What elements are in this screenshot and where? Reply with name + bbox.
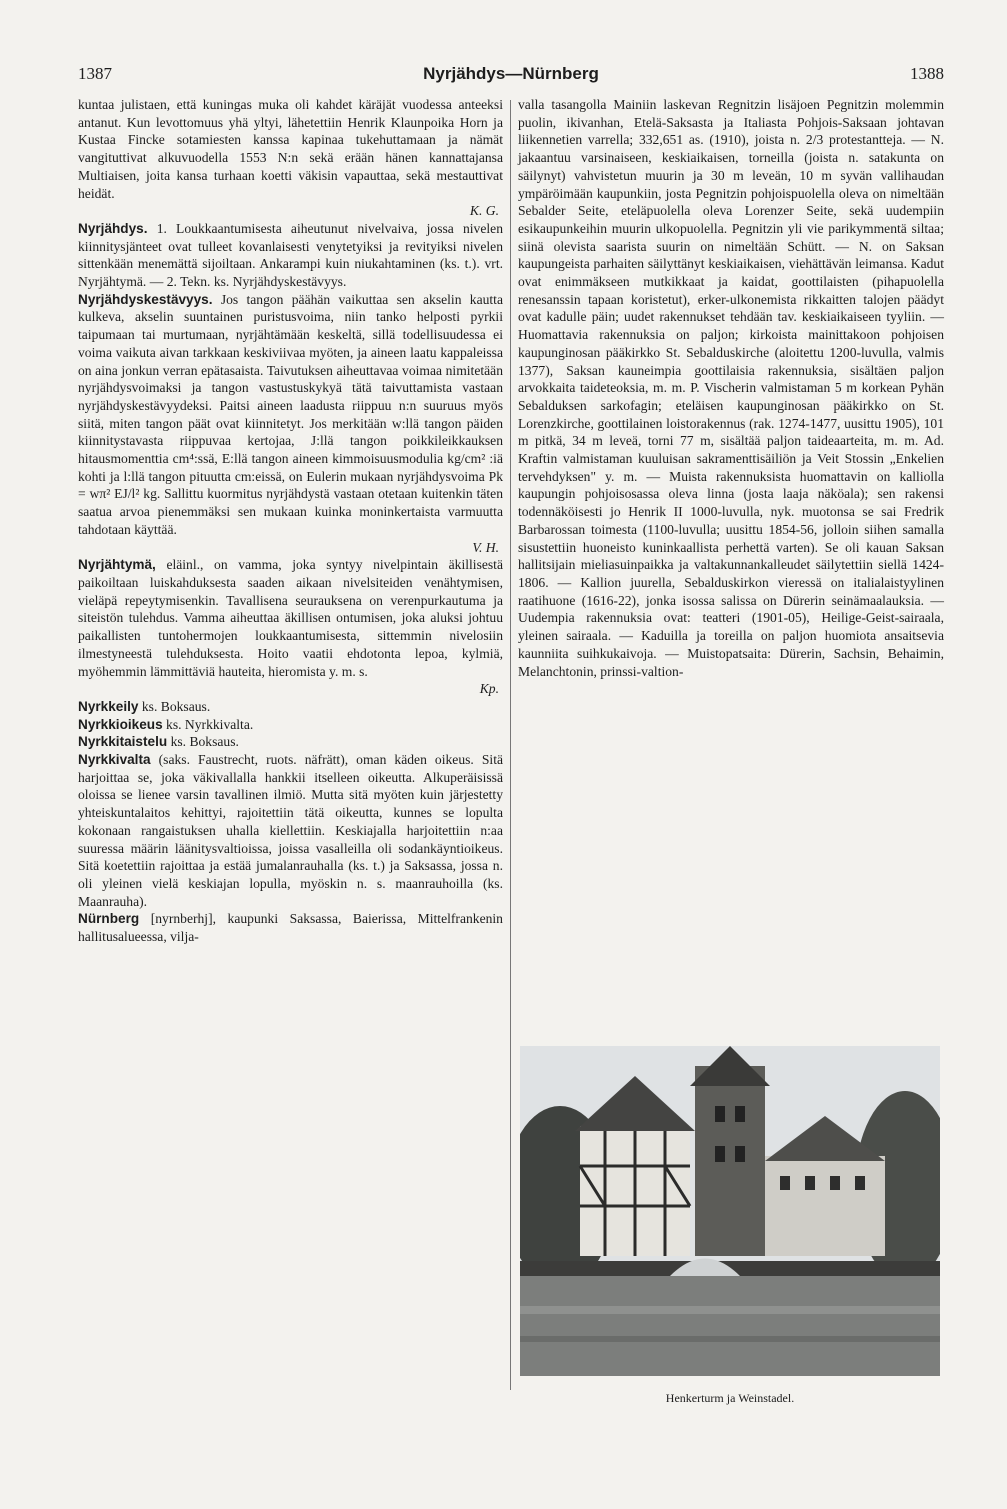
entry-text: (saks. Faustrecht, ruots. näfrätt), oman käden oikeus. Sitä harjoittaa se, joka väkivallalla hankkii itselleen oikeutta. Alkuperäisissä oloissa se lienee varsin tavallinen ilmiö. Mutta sitä myöten kuin järjestetty yhteiskuntalaitos kehittyi, rajoitettiin tätä oikeutta, kunnes se lopulta kokonaan rangaistuksen uhalla kiellettiin. Keskiajalla harjoitettiin n:aa suuressa määrin läänitysvaltioissa, joissa vasalleilla oli sodankäyntioikeus. Sitä koetettiin rajoittaa ja estää jumalanrauhalla (ks. t.) ja Saksassa, jossa n. oli yleinen vielä keskiajan lopulla, myöskin n. s. maanrauhoilla (ks. Maanrauha). — [78, 752, 504, 909]
headword: Nyrkkioikeus — [78, 716, 163, 732]
entry-text: ks. Boksaus. — [170, 734, 239, 750]
left-column — [78, 96, 503, 946]
photo-henkerturm — [520, 1046, 940, 1376]
headword: Nürnberg — [78, 911, 140, 927]
entry-text: [nyrnberhj], kaupunki Saksassa, Baierissa, Mittelfrankenin hallitusalueessa, vilja- — [78, 911, 503, 945]
headword: Nyrjähdyskestävyys. — [78, 291, 213, 307]
entry-text: eläinl., on vamma, joka syntyy nivelpintain äkillisestä paikoiltaan luiskahduksesta saaden aikaan nivelsiteiden venähtymisen, vieläpä repeytymisenkin. Tavallisena seurauksena on verenpurkautuma ja siteistön tulehdus. Vamma aiheuttaa äkillisen ontumisen, joka aluksi johtuu paikallisten tuntohermojen loukkaantumisesta, sittemmin nivelosiin ilmestyneestä tulehduksesta. Hoito vaatii ehdotonta lepoa, kylmiä, myöhemmin lämmittäviä hauteita, hieromista y. m. s. — [78, 557, 503, 679]
entry-nyrkkioikeus — [78, 716, 503, 734]
entry-nyrjahtyma — [78, 556, 503, 680]
page-number-left: 1387 — [78, 64, 112, 83]
entry-nyrkkeily — [78, 698, 503, 716]
entry-text: 1. Loukkaantumisesta aiheutunut nivelvaiva, jossa nivelen kiinnitysjänteet ovat tulleet kovanlaisesti venytetyiksi ja revityiksi nivelen sittenkään menemättä sijoiltaan. Ankarampi kuin niukahtaminen (ks. t.). vrt. Nyrjähtymä. — 2. Tekn. ks. Nyrjähdyskestävyys. — [78, 220, 503, 290]
running-title: Nyrjähdys—Nürnberg — [423, 64, 599, 83]
right-column — [518, 96, 944, 680]
entry-text: ks. Nyrkkivalta. — [166, 716, 254, 732]
column-divider — [510, 100, 511, 1390]
headword: Nyrjähdys. — [78, 220, 148, 236]
author-signature: Kp. — [479, 681, 499, 697]
photo-caption: Henkerturm ja Weinstadel. — [665, 1391, 795, 1405]
entry-text: Jos tangon päähän vaikuttaa sen akselin kautta kulkeva, akselin suuntainen puristusvoima, niin tanko helposti pyrkii taipumaan tai murtumaan, nyrjähtämään keskeltä, sillä todellisuudessa ei voima vaikuta aivan tarkkaan keskiviivaa myöten, ja aineen laatu kappaleissa on aina jonkun verran epätasaista. Taivutuksen aiheuttavaa voimaa nimitetään nyrjähdysvoimaksi ja tangon vastustuskykyä tätä taivuttamista vastaan nyrjähdyskestävyydeksi. Paitsi aineen laadusta riippuu n:n suuruus myös siitä, miten tangon päät ovat kiinnitetyt. Jos merkitään w:llä tangon päiden kiinnitystavasta riippuvaa kertojaa, J:llä tangon poikkileikkauksen hitausmomenttia cm⁴:ssä, E:llä tangon aineen kimmoisuusmodulia kg/cm² :iä kohti ja l:llä tangon pituutta cm:eissä, on Eulerin mukaan nyrjähdysvoima Pk = wπ² EJ/l² kg. Sallittu kuormitus nyrjähdystä vastaan otetaan kuitenkin täten saatua arvoa pienemmäksi sen mukaan kuinka moninkertaista varmuutta tahdotaan käyttää. — [78, 291, 503, 537]
entry-nyrkkivalta — [78, 751, 503, 910]
headword: Nyrjähtymä, — [78, 557, 156, 573]
paragraph-continued: kuntaa julistaen, että kuningas muka oli kahdet käräjät vuodessa anteeksi antanut. Kun levottomuus yhä yltyi, lähetettiin Henrik Klaunpoika Horn ja Kustaa Fincke sotamiesten kanssa kapinaa tukehuttamaan ja nämät vangituttivat alkuvuodella 1553 N:n sekä erään hänen kannattajansa Multiaisen, joita kansa turhaan koetti väkisin vapauttaa, sekä mestauttivat heidät. — [78, 97, 503, 201]
author-signature: K. G. — [469, 203, 499, 219]
page-header — [78, 62, 944, 86]
headword: Nyrkkeily — [78, 698, 139, 714]
entry-nyrjahdyskestavyys — [78, 291, 503, 539]
author-signature: V. H. — [472, 539, 499, 555]
headword: Nyrkkivalta — [78, 752, 151, 768]
page-number-right: 1388 — [910, 64, 944, 83]
photo-illustration — [520, 1046, 940, 1376]
entry-nurnberg — [78, 910, 503, 945]
headword: Nyrkkitaistelu — [78, 734, 168, 750]
entry-text: ks. Boksaus. — [141, 698, 211, 714]
entry-nyrkkitaistelu — [78, 733, 503, 751]
entry-nyrjahdys — [78, 220, 503, 291]
entry-nurnberg-continued: valla tasangolla Mainiin laskevan Regnitzin lisäjoen Pegnitzin molemmin puolin, ikivanhan, Etelä-Saksasta ja Italiasta Pohjois-Saksaan johtavan liikennetien varrella; 332,651 as. (1910), joista n. 2/3 protestantteja. — N. jakaantuu varsinaiseen, keskiaikaisen, torneilla (joista n. satakunta on säilynyt) vahvistetun muurin ja 30 m leveän, 10 m syvän vallihaudan ympäröimään kaupunkiin, josta Pegnitzin pohjoispuolella oleva on nimeltään Sebalder Seite, eteläpuolella oleva Lorenzer Seite, sekä uudempiin esikaupunkeihin muurin ulkopuolella. Pegnitzin yli vie parikymmentä siltaa; siinä olevista saarista suurin on nimeltään Schütt. — N. on Saksan kaupungeista parhaiten säilyttänyt keskiaikaisen, viehättävän leimansa. Kadut ovat enimmäkseen mutkikkaat ja kaidat, goottilaisten (pihapuolella renesanssin tapaan koristetut), erker-ulkonemista rikkaitten talojen päädyt ovat kadulle päin; uudet rakennukset tehdään tav. keskiaikaiseen tyyliin. — Huomattavia rakennuksia on paljon; kirkoista mainittakoon pohjoisen kaupunginosan pääkirkko St. Sebalduskirche (aloitettu 1200-luvulla, valmis 1377), Saksan kauneimpia goottilaisia rakennuksia, sisältäen paljon arvokkaita taideteoksia, m. m. P. Vischerin valmistaman 5 m korkean Pyhän Sebalduksen sarkofagin; eteläisen kaupunginosan pääkirkko on St. Lorenzkirche, goottilainen loistorakennus (rak. 1274-1477, uusittu 1905), 101 m pitkä, 34 m leveä, torni 77 m, sisältää paljon taideaarteita, m. m. Ad. Kraftin valmistaman kuuluisan sakramenttisäiliön ja Veit Stossin „Enkelien tervehdyksen" y. m. — Muista rakennuksista huomattavin on kalliolla kaupungin pohjoisosassa oleva linna (josta laaja näköala); sen rakensi todennäköisesti jo Henrik II 1000-luvulla, nyk. muotonsa se sai Fredrik Barbarossan toimesta (1100-luvulla; uusittu 1854-56, jolloin siihen samalla sisustettiin huoneisto kuninkaallista perhettä varten). Se oli kauan Saksan hallitsijain mieliasuinpaikka ja valtakunnankalleudet säilytettiin siellä 1424-1806. — Kallion juurella, Sebalduskirkon vieressä on italialaistyylinen raatihuone (1616-22), jonka isossa salissa on Dürerin seinämaalauksia. — Uudempia rakennuksia ovat: teatteri (1901-05), Heilige-Geist-sairaala, yleinen sairaala. — Kaduilla ja toreilla on paljon huomiota ansaitsevia kaunniita suihkukaivoja. — Muistopatsaita: Dürerin, Sachsin, Behaimin, Melanchtonin, prinssi-valtion- — [518, 97, 944, 679]
